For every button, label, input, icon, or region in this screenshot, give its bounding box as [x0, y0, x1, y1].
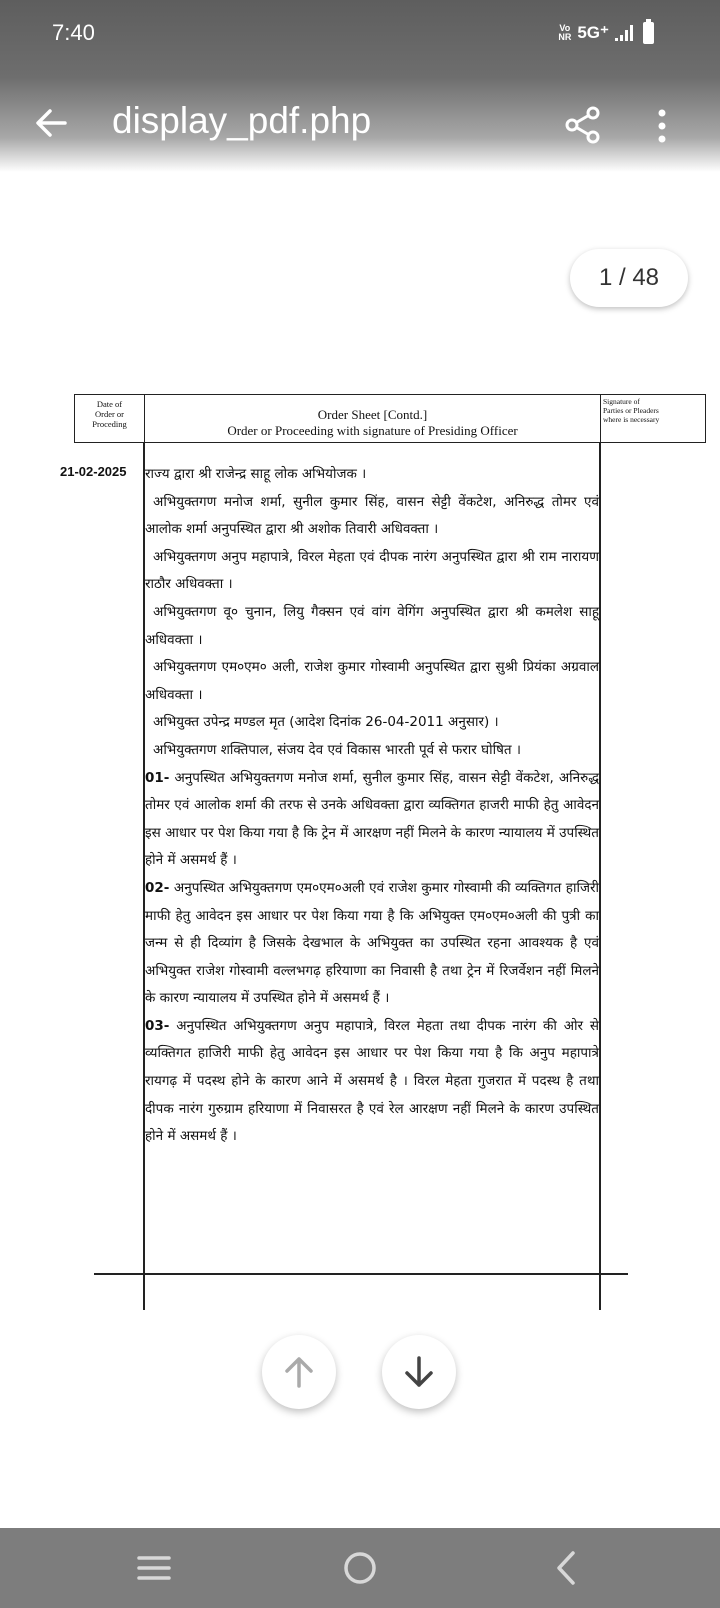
- status-icons: [558, 22, 654, 44]
- order-paragraph: [145, 544, 599, 599]
- signature-column-header: Signature of Parties or Pleaders where is necessary: [603, 397, 660, 424]
- home-icon[interactable]: [338, 1548, 382, 1588]
- paragraph-text: अनुपस्थित अभियुक्तगण एम०एम०अली एवं राजेश कुमार गोस्वामी की व्यक्तिगत हाजिरी माफी हेतु आवेदन इस आधार पर पेश किया गया है कि अभियुक्त एम०एम०अली की पुत्री का जन्म से ही दिव्यांग है जिसके देखभाल के अभियुक्त का उपस्थित रहना आवश्यक है एवं अभियुक्त राजेश गोस्वामी वल्लभगढ़ हरियाणा का निवासी है तथा ट्रेन में रिजर्वेशन नहीं मिलने के कारण न्यायालय में उपस्थित होने में असमर्थ हैं ।: [145, 879, 599, 1007]
- order-text: [145, 461, 599, 1151]
- share-icon[interactable]: [565, 106, 601, 144]
- paragraph-text: अभियुक्तगण अनुप महापात्रे, विरल मेहता एवं दीपक नारंग अनुपस्थित द्वारा श्री राम नारायण राठौर अधिवक्ता ।: [145, 548, 599, 593]
- back-arrow-icon[interactable]: [34, 106, 68, 140]
- paragraph-text: राज्य द्वारा श्री राजेन्द्र साहू लोक अभियोजक ।: [145, 466, 367, 482]
- order-paragraph: [145, 599, 599, 654]
- paragraph-text: अभियुक्तगण एम०एम० अली, राजेश कुमार गोस्वामी अनुपस्थित द्वारा सुश्री प्रियंका अग्रवाल अधिवक्ता ।: [145, 659, 599, 703]
- page-indicator: 1 / 48: [570, 249, 688, 307]
- network-type: 5G⁺: [577, 23, 609, 42]
- paragraph-text: अनुपस्थित अभियुक्तगण अनुप महापात्रे, विरल मेहता तथा दीपक नारंग की ओर से व्यक्तिगत हाजिरी माफी हेतु आवेदन इस आधार पर पेश किया गया है कि अनुप महापात्रे रायगढ़ में पदस्थ होने के कारण आने में असमर्थ है । विरल मेहता गुजरात में पदस्थ है तथा दीपक नारंग गुरुग्राम हरियाणा में निवासरत है एवं रेल आरक्षण नहीं मिलने के कारण उपस्थित होने में असमर्थ हैं ।: [145, 1017, 599, 1145]
- paragraph-text: अभियुक्तगण मनोज शर्मा, सुनील कुमार सिंह, वासन सेट्टी वेंकटेश, अनिरुद्ध तोमर एवं आलोक शर्मा अनुपस्थित द्वारा श्री अशोक तिवारी अधिवक्ता ।: [145, 493, 599, 538]
- date-column-header: Date of Order or Proceding: [75, 395, 145, 442]
- order-paragraph: [145, 875, 599, 1013]
- order-sheet-header: [74, 394, 706, 443]
- order-paragraph: [145, 765, 599, 875]
- volte-indicator: Vo NR: [558, 23, 572, 42]
- battery-icon: [643, 22, 654, 44]
- page-title: display_pdf.php: [112, 100, 372, 141]
- scroll-up-button[interactable]: [262, 1335, 336, 1409]
- document-bottom-rule: [94, 1273, 628, 1275]
- paragraph-text: अभियुक्त उपेन्द्र मण्डल मृत (आदेश दिनांक 26-04-2011 अनुसार) ।: [153, 714, 499, 731]
- arrow-down-icon: [403, 1355, 435, 1389]
- order-paragraph: [145, 737, 599, 765]
- paragraph-number: 03-: [145, 1017, 170, 1034]
- column-divider-right: [599, 442, 601, 1310]
- more-vert-icon[interactable]: [654, 108, 670, 144]
- paragraph-number: 02-: [145, 879, 170, 896]
- back-icon[interactable]: [545, 1548, 589, 1588]
- order-paragraph: [145, 489, 599, 544]
- order-paragraph: [145, 654, 599, 709]
- paragraph-text: अभियुक्तगण वू० चुनान, लियु गैक्सन एवं वांग वेगिंग अनुपस्थित द्वारा श्री कमलेश साहू अधिवक्ता ।: [145, 603, 599, 648]
- order-date: 21-02-2025: [60, 464, 127, 479]
- order-paragraph: [145, 1013, 599, 1151]
- paragraph-text: अभियुक्तगण शक्तिपाल, संजय देव एवं विकास भारती पूर्व से फरार घोषित ।: [153, 741, 521, 758]
- recents-icon[interactable]: [132, 1548, 176, 1588]
- order-paragraph: [145, 461, 599, 489]
- order-paragraph: [145, 709, 599, 737]
- scroll-down-button[interactable]: [382, 1335, 456, 1409]
- status-time: 7:40: [52, 20, 95, 45]
- paragraph-number: 01-: [145, 769, 170, 786]
- app-bar: [0, 0, 720, 172]
- paragraph-text: अनुपस्थित अभियुक्तगण मनोज शर्मा, सुनील कुमार सिंह, वासन सेट्टी वेंकटेश, अनिरुद्ध तोमर एवं आलोक शर्मा की तरफ से उनके अधिवक्ता द्वारा व्यक्तिगत हाजरी माफी हेतु आवेदन इस आधार पर पेश किया गया है कि ट्रेन में आरक्षण नहीं मिलने के कारण न्यायालय में उपस्थित होने में असमर्थ हैं ।: [145, 769, 599, 869]
- signal-icon: [615, 25, 633, 41]
- arrow-up-icon: [283, 1355, 315, 1389]
- order-column-header: Order Sheet [Contd.] Order or Proceeding with signature of Presiding Officer: [145, 395, 601, 442]
- system-nav-bar: [0, 1528, 720, 1608]
